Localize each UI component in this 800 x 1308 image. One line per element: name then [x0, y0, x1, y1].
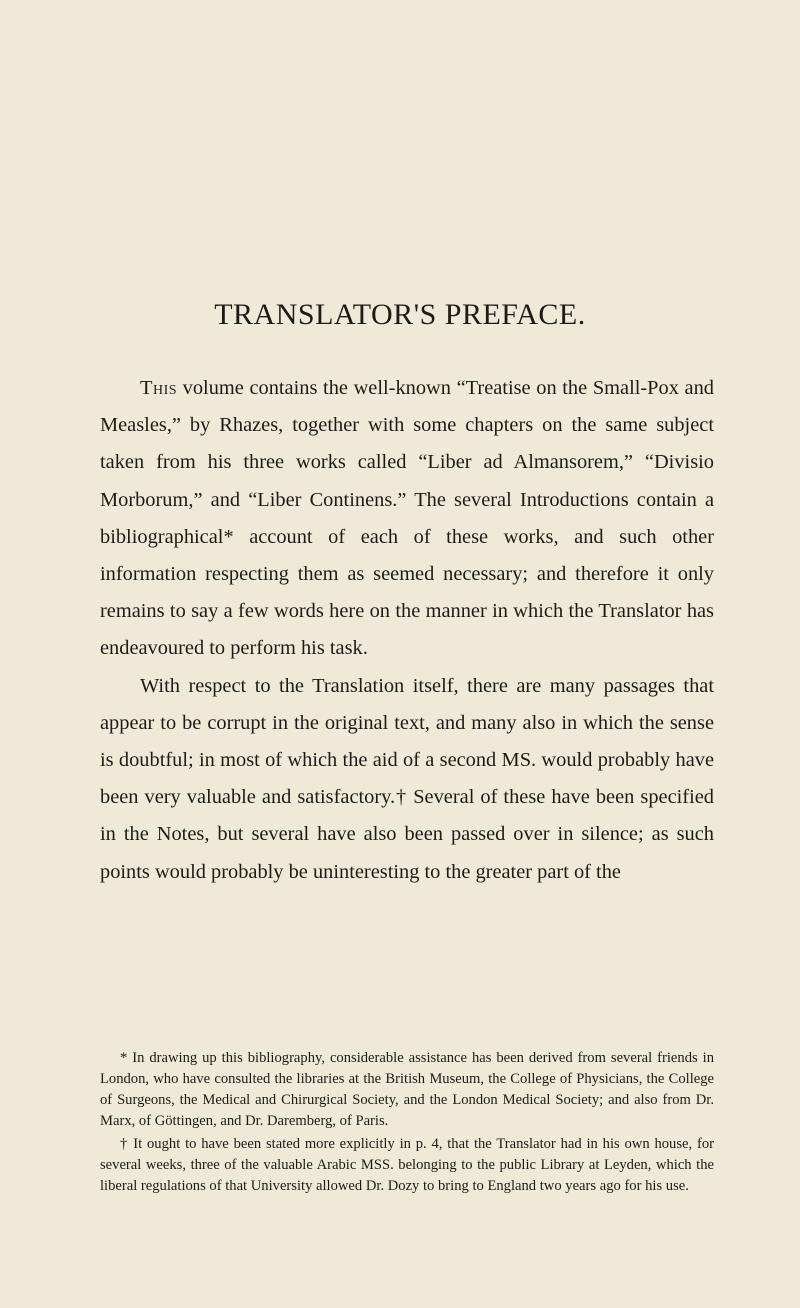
paragraph-1-lead: This	[140, 377, 178, 399]
body-text	[100, 370, 714, 891]
paragraph-1	[100, 370, 714, 668]
footnotes	[100, 1048, 714, 1197]
paragraph-1-text: volume contains the well-known “Treatise on the Small-Pox and Measles,” by Rhazes, together with some chapters on the same subject taken from his three works called “Liber ad Almansorem,” “Divisio Morborum,” and “Liber Continens.” The several Introductions contain a bibliographical* account of each of these works, and such other information respecting them as seemed necessary; and therefore it only remains to say a few words here on the manner in which the Translator has endeavoured to perform his task.	[100, 377, 714, 660]
paragraph-2: With respect to the Translation itself, there are many passages that appear to be corrupt in the original text, and many also in which the sense is doubtful; in most of which the aid of a second MS. would probably have been very valuable and satisfactory.† Several of these have been specified in the Notes, but several have also been passed over in silence; as such points would probably be uninteresting to the greater part of the	[100, 674, 714, 883]
page-title: TRANSLATOR'S PREFACE.	[214, 298, 586, 331]
footnote-2: † It ought to have been stated more explicitly in p. 4, that the Translator had in his own house, for several weeks, three of the valuable Arabic MSS. belonging to the public Library at Leyden, which the liberal regulations of that University allowed Dr. Dozy to bring to England two years ago for his use.	[100, 1136, 714, 1194]
footnote-1: * In drawing up this bibliography, considerable assistance has been derived from several friends in London, who have consulted the libraries at the British Museum, the College of Physicians, the College of Surgeons, the Medical and Chirurgical Society, and the London Medical Society; and also from Dr. Marx, of Göttingen, and Dr. Daremberg, of Paris.	[100, 1050, 714, 1129]
